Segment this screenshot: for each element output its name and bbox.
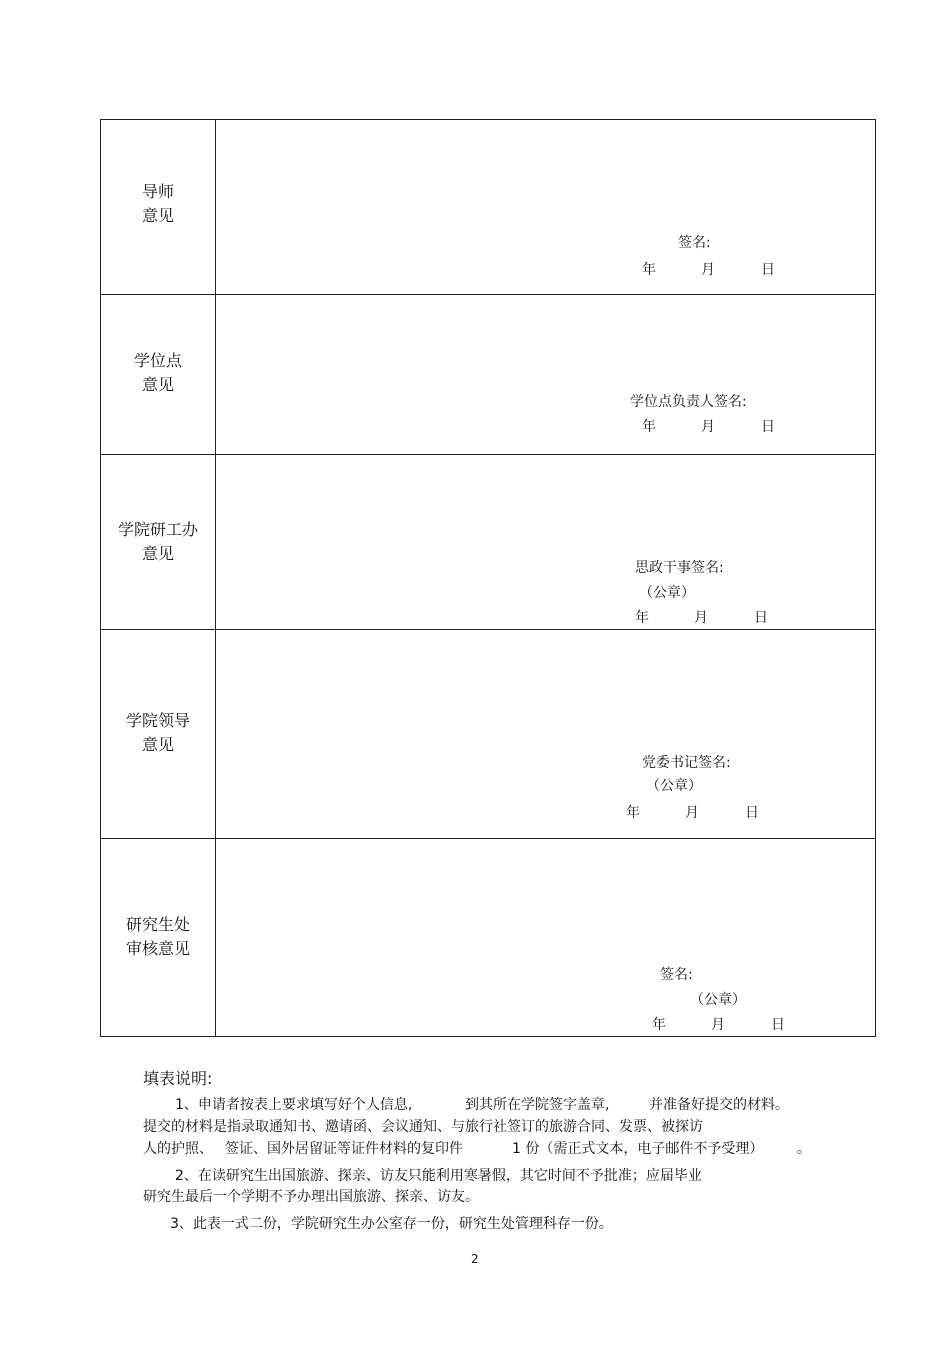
note-1-line-3-part-d: 。 [797, 1141, 811, 1157]
signature-label: 学位点负责人签名: [630, 394, 747, 410]
row-label-line2: 审核意见 [125, 939, 190, 958]
row-college-leader-opinion [101, 629, 875, 838]
day-label: 日 [754, 610, 768, 626]
official-seal-label: （公章） [639, 585, 695, 601]
day-label: 日 [771, 1017, 785, 1033]
year-label: 年 [626, 805, 640, 821]
year-label: 年 [635, 610, 649, 626]
note-1-line-3-part-c: 1 份（需正式文本，电子邮件不予受理） [512, 1141, 764, 1157]
year-label: 年 [642, 419, 656, 435]
row-college-grad-office-opinion [101, 454, 875, 629]
page-number: 2 [471, 1252, 479, 1266]
note-2-line-1: 2、在读研究生出国旅游、探亲、访友只能利用寒暑假，其它时间不予批准；应届毕业 [175, 1168, 702, 1184]
instructions-title: 填表说明: [143, 1069, 213, 1088]
signature-label: 党委书记签名: [642, 755, 731, 771]
note-1-line-3-part-a: 人的护照、 [143, 1141, 213, 1157]
note-1-line-3-part-b: 签证、国外居留证等证件材料的复印件 [225, 1141, 463, 1157]
month-label: 月 [694, 610, 708, 626]
row-advisor-opinion [101, 120, 875, 294]
day-label: 日 [761, 419, 775, 435]
signature-label: 签名: [660, 967, 693, 983]
row-label [101, 913, 215, 961]
row-label-line1: 学院研工办 [117, 520, 198, 539]
month-label: 月 [701, 262, 715, 278]
row-label [101, 709, 215, 757]
signature-label: 签名: [678, 235, 711, 251]
day-label: 日 [761, 262, 775, 278]
note-1-line-2: 提交的材料是指录取通知书、邀请函、会议通知、与旅行社签订的旅游合同、发票、被探访 [143, 1119, 703, 1135]
row-label [101, 180, 215, 228]
row-label-line1: 导师 [141, 182, 174, 201]
day-label: 日 [745, 805, 759, 821]
month-label: 月 [701, 419, 715, 435]
row-label-line2: 意见 [141, 544, 174, 563]
row-label [101, 518, 215, 566]
note-1-part-c: 并准备好提交的材料。 [649, 1097, 789, 1113]
official-seal-label: （公章） [646, 778, 702, 794]
approval-form-table [100, 119, 876, 1037]
month-label: 月 [685, 805, 699, 821]
row-label-line2: 意见 [141, 735, 174, 754]
row-label-line1: 研究生处 [125, 915, 190, 934]
note-3: 3、此表一式二份，学院研究生办公室存一份，研究生处管理科存一份。 [170, 1216, 613, 1232]
row-degree-program-opinion [101, 294, 875, 454]
row-label-line2: 意见 [141, 375, 174, 394]
year-label: 年 [652, 1017, 666, 1033]
year-label: 年 [642, 262, 656, 278]
signature-label: 思政干事签名: [635, 560, 724, 576]
note-1-part-b: 到其所在学院签字盖章, [465, 1097, 610, 1113]
row-label-line2: 意见 [141, 206, 174, 225]
note-2-line-2: 研究生最后一个学期不予办理出国旅游、探亲、访友。 [143, 1189, 479, 1205]
row-label [101, 349, 215, 397]
note-1-part-a: 1、申请者按表上要求填写好个人信息, [175, 1097, 413, 1113]
month-label: 月 [711, 1017, 725, 1033]
official-seal-label: （公章） [690, 992, 746, 1008]
row-label-line1: 学位点 [133, 351, 182, 370]
row-label-line1: 学院领导 [125, 711, 190, 730]
row-graduate-office-review [101, 838, 875, 1037]
